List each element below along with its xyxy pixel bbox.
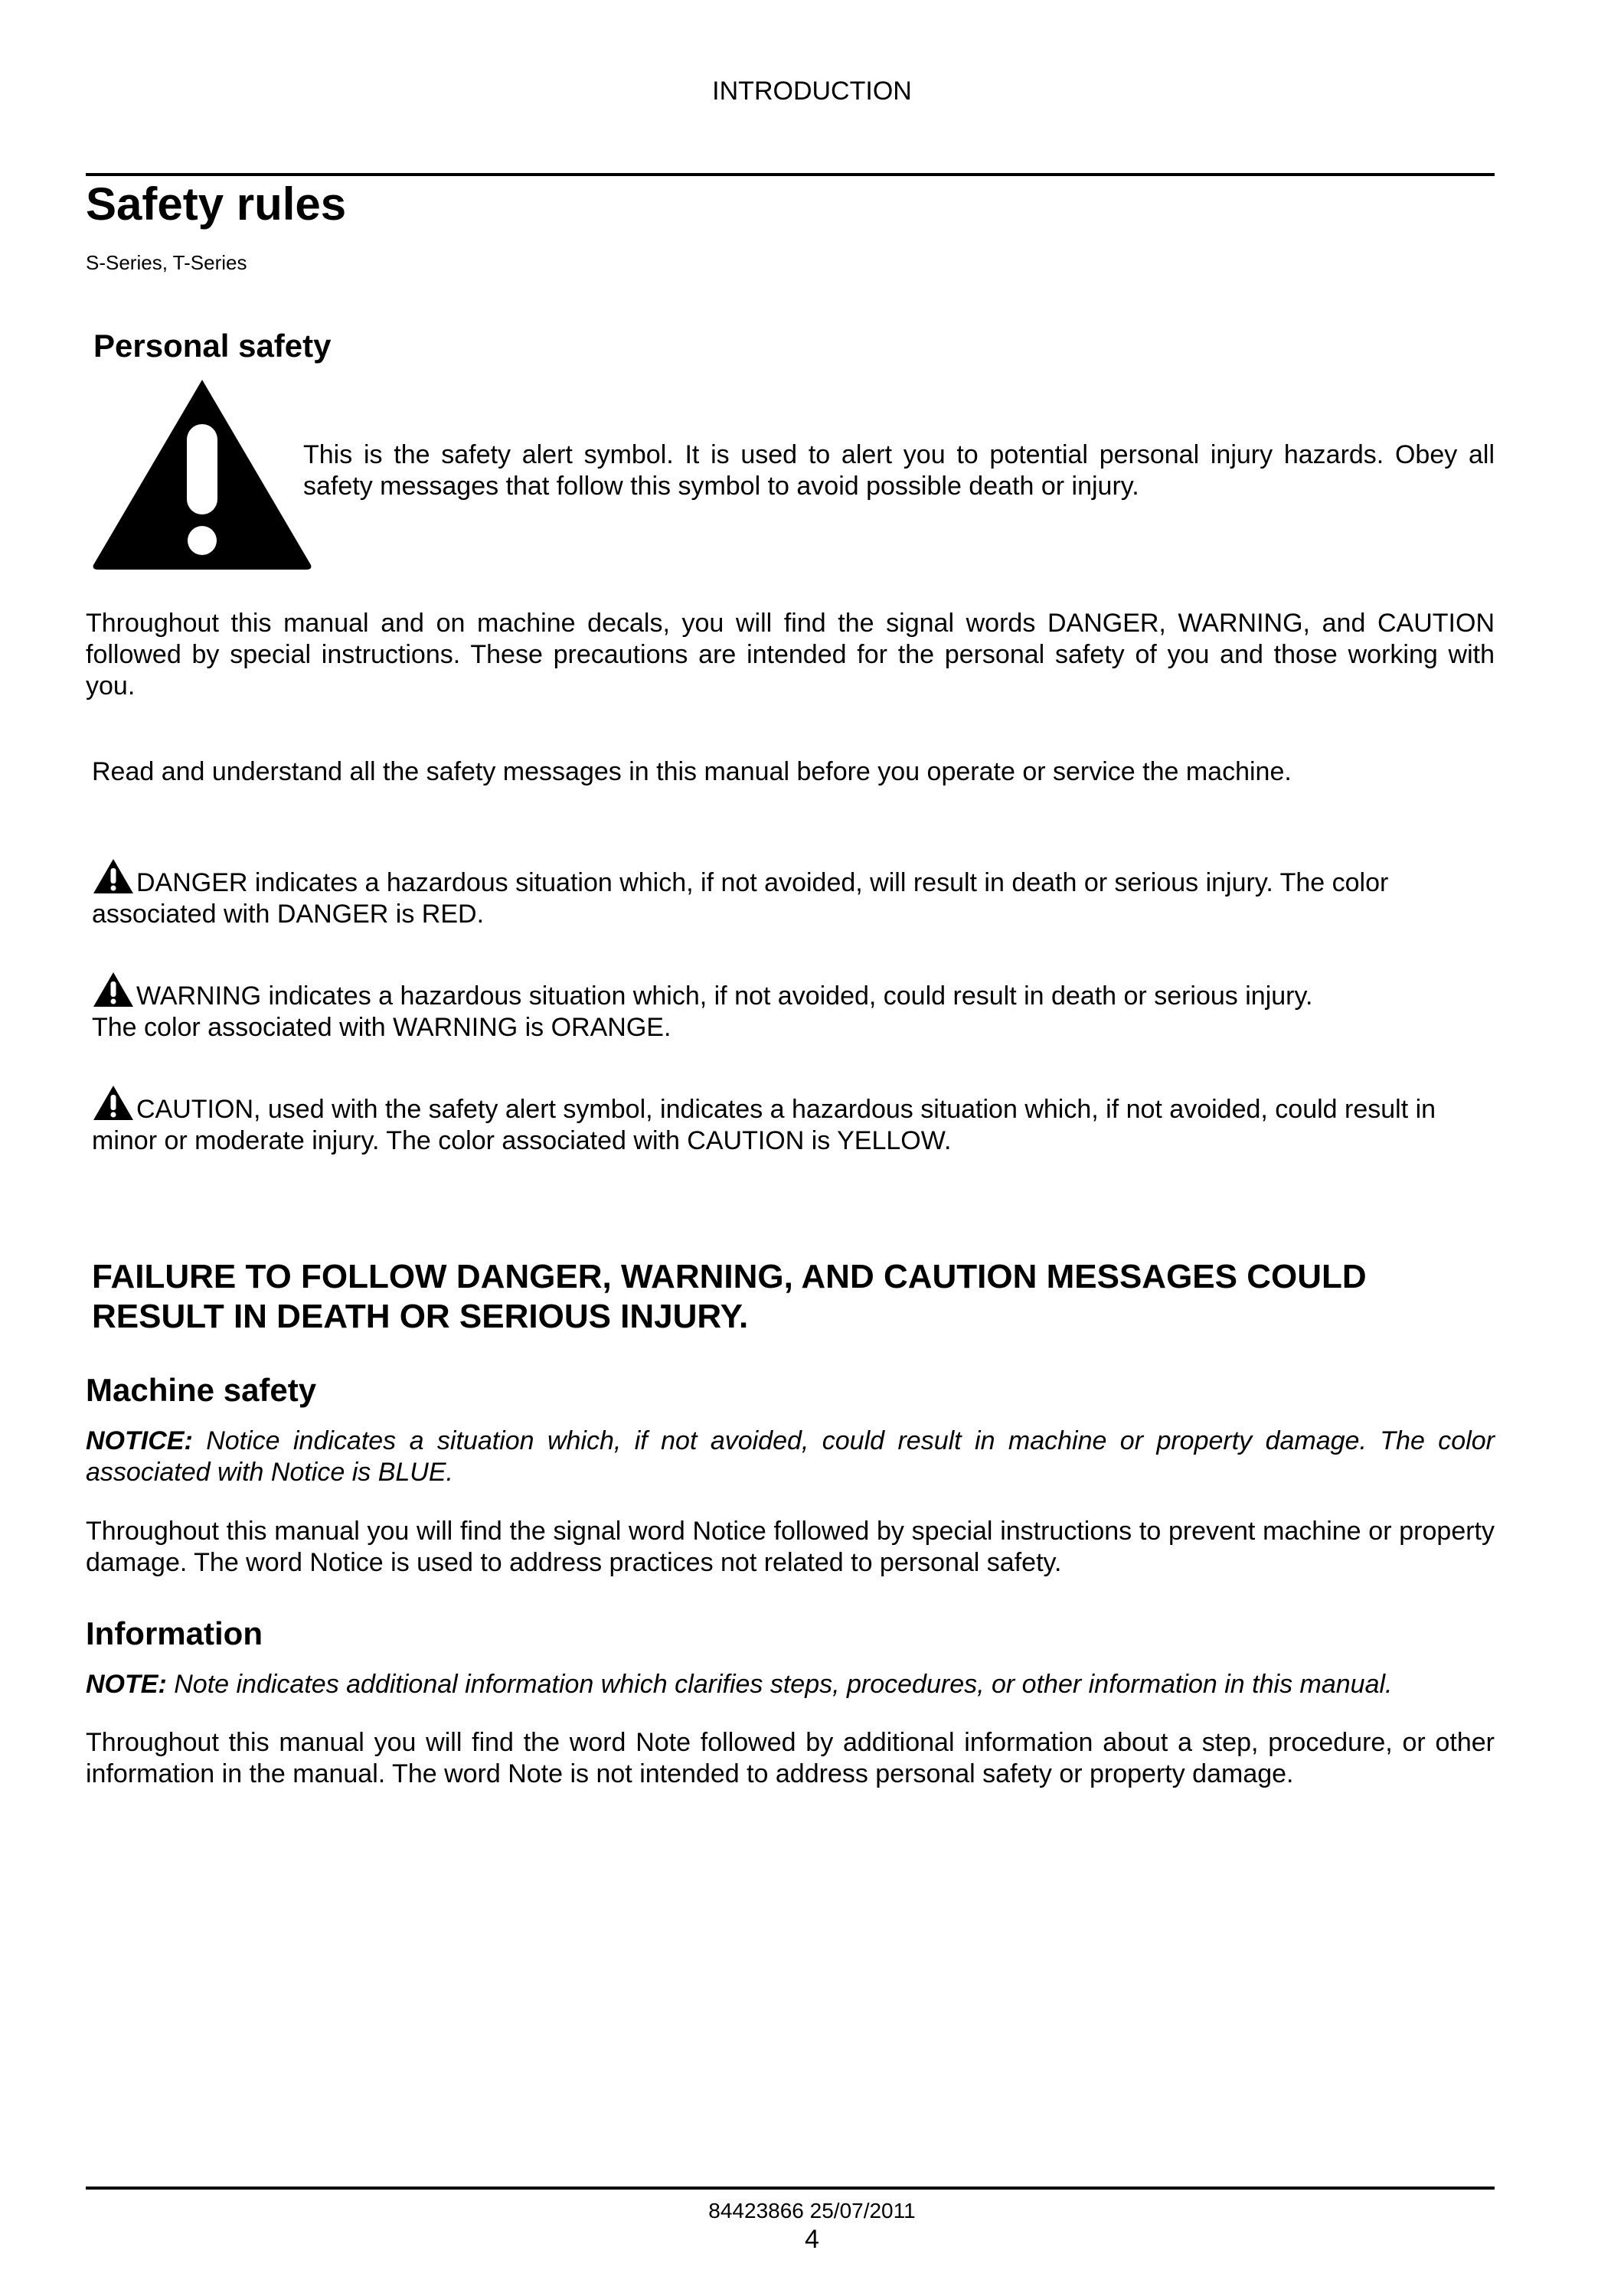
caution-text: CAUTION, used with the safety alert symbol, indicates a hazardous situation which, if not avoided, could result in minor or moderate injury. The color associated with CAUTION is YELLOW.: [92, 1095, 1436, 1155]
footer-rule: [86, 2187, 1495, 2190]
note-label: NOTE:: [86, 1670, 167, 1699]
page-title: Safety rules: [86, 178, 347, 230]
notice-label: NOTICE:: [86, 1426, 193, 1455]
alert-symbol-description: This is the safety alert symbol. It is used to alert you to potential personal injury hazards. Obey all safety messages that follow this symbol to avoid possible death or injury.: [303, 440, 1495, 501]
signal-words-paragraph: Throughout this manual and on machine decals, you will find the signal words DANGER, WARNING, and CAUTION followed by special instructions. These precautions are intended for the personal safety of you and those working with you.: [86, 609, 1495, 701]
danger-message: [92, 857, 1495, 930]
failure-warning: FAILURE TO FOLLOW DANGER, WARNING, AND CAUTION MESSAGES COULD RESULT IN DEATH OR SERIOUS INJURY.: [92, 1258, 1367, 1335]
warning-text-line2: The color associated with WARNING is ORANGE.: [92, 1013, 671, 1042]
warning-message: [92, 971, 1495, 1043]
caution-alert-icon: [92, 1084, 135, 1122]
danger-alert-icon: [92, 857, 135, 896]
personal-safety-heading: Personal safety: [93, 328, 332, 364]
running-header: INTRODUCTION: [712, 77, 912, 106]
note-paragraph: [86, 1669, 1495, 1700]
notice-text: Notice indicates a situation which, if not avoided, could result in machine or property damage. The color associated with Notice is BLUE.: [86, 1426, 1495, 1487]
note-text: Note indicates additional information which clarifies steps, procedures, or other information in this manual.: [174, 1670, 1393, 1699]
header-rule: [86, 173, 1495, 176]
caution-message: [92, 1084, 1495, 1157]
information-paragraph: Throughout this manual you will find the word Note followed by additional information about a step, procedure, or other information in the manual. The word Note is not intended to address personal safety or property damage.: [86, 1728, 1495, 1788]
information-heading: Information: [86, 1615, 263, 1651]
machine-safety-paragraph: Throughout this manual you will find the signal word Notice followed by special instructions to prevent machine or property damage. The word Notice is used to address practices not related to personal safety.: [86, 1517, 1495, 1577]
warning-text-line1: WARNING indicates a hazardous situation which, if not avoided, could result in death or serious injury.: [136, 981, 1313, 1011]
machine-safety-heading: Machine safety: [86, 1372, 317, 1408]
warning-alert-icon: [92, 971, 135, 1009]
notice-paragraph: [86, 1426, 1495, 1488]
applicability-label: S-Series, T-Series: [86, 251, 247, 274]
page-number: 4: [805, 2225, 819, 2254]
danger-text: DANGER indicates a hazardous situation which, if not avoided, will result in death or serious injury. The color associated with DANGER is RED.: [92, 868, 1389, 929]
read-understand-paragraph: Read and understand all the safety messages in this manual before you operate or service the machine.: [92, 757, 1292, 786]
safety-alert-triangle-icon: [90, 377, 314, 573]
document-reference: 84423866 25/07/2011: [708, 2199, 916, 2223]
